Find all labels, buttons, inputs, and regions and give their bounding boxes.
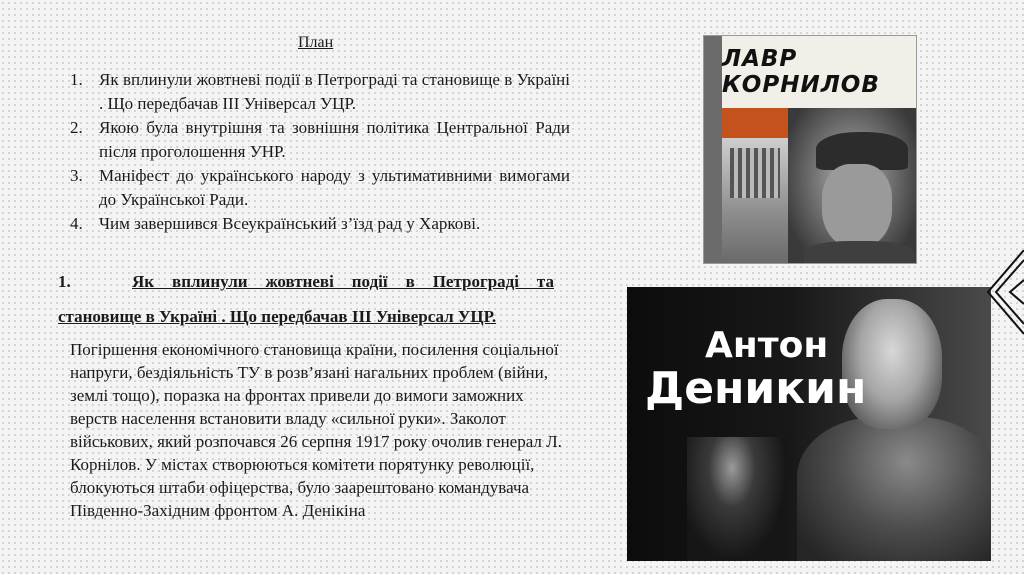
denikin-first-name: Антон: [705, 325, 829, 366]
cover-accent-stripe: [722, 108, 788, 138]
cover-spine: [704, 36, 722, 263]
portrait-face: [822, 164, 892, 248]
denikin-uniform: [797, 417, 991, 561]
plan-item-text: Маніфест до українського народу з ультимативними вимогами до Української Ради.: [99, 166, 570, 209]
cover-title-band: [722, 36, 916, 108]
plan-item-text: Як вплинули жовтневі події в Петрограді та становище в Україні . Що передбачав ІІІ Універсал УЦР.: [99, 70, 570, 113]
plan-item-text: Чим завершився Всеукраїнський з’їзд рад у Харкові.: [99, 214, 481, 233]
section-body: Погіршення економічного становища країни, посилення соціальної напруги, бездіяльність ТУ в розв’язані нагальних проблем (війни, землі тощо), поразка на фронтах привели до вимоги заможних верств населення встановити владу «сильної руки». Заколот військових, який розпочався 26 серпня 1917 року очолив генерал Л. Корнілов. У містах створюються комітети порятунку революції, блокуються штаби офіцерства, було заарештовано командувача Південно-Західним фронтом А. Денікіна: [70, 340, 562, 520]
section-heading: [58, 264, 554, 334]
seated-officer-photo: [687, 437, 787, 561]
plan-item: [70, 116, 570, 164]
plan-item-text: Якою була внутрішня та зовнішня політика Центральної Ради після проголошення УНР.: [99, 118, 570, 161]
decorative-lines: [984, 250, 1024, 360]
plan-title: План: [298, 34, 334, 51]
plan-item-number: 4.: [70, 214, 83, 233]
denikin-image: [627, 287, 991, 561]
cover-title: ЛАВР КОРНИЛОВ: [722, 46, 880, 98]
plan-list: [70, 68, 570, 236]
cover-building-image: [730, 148, 780, 198]
denikin-last-name: Деникин: [645, 363, 867, 414]
portrait-coat: [804, 241, 914, 264]
section-heading-number: 1.: [58, 272, 71, 291]
kornilov-book-cover: [703, 35, 917, 264]
section-heading-text: Як вплинули жовтневі події в Петрограді та становище в Україні . Що передбачав ІІІ Універсал УЦР.: [58, 272, 554, 326]
plan-item-number: 3.: [70, 166, 83, 185]
plan-item-number: 1.: [70, 70, 83, 89]
plan-item: [70, 68, 570, 116]
plan-item: [70, 212, 570, 236]
plan-item: [70, 164, 570, 212]
plan-item-number: 2.: [70, 118, 83, 137]
